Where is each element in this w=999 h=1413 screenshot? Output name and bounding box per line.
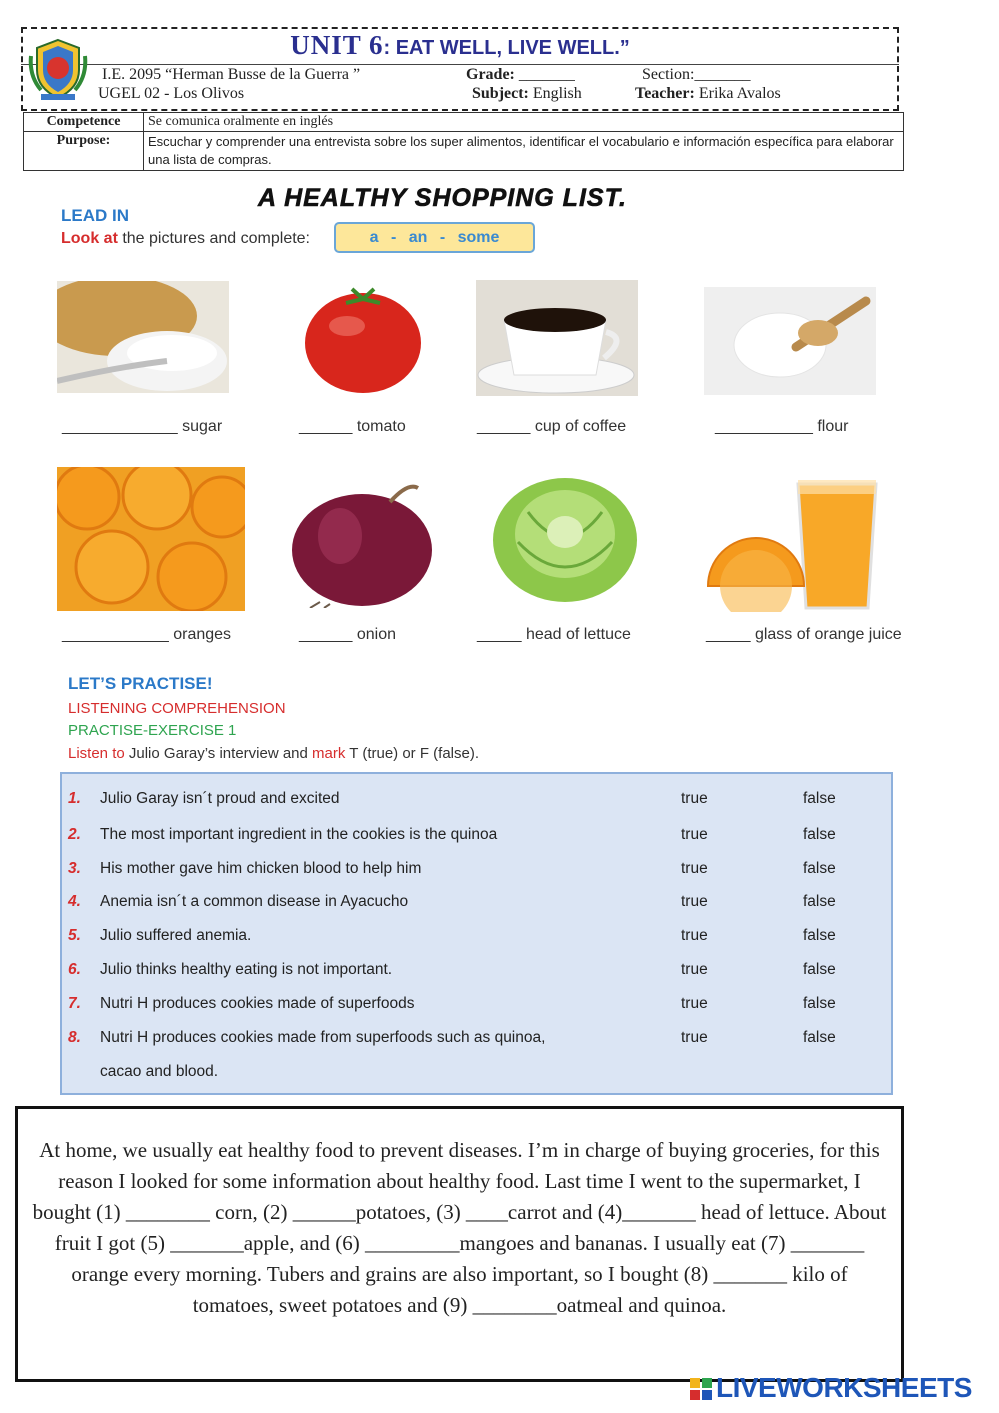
picture-caption — [477, 626, 631, 644]
listening-instruction — [68, 745, 479, 762]
sugar-image — [57, 281, 229, 393]
instruction-emphasis: Listen to — [68, 745, 125, 762]
teacher-value: Erika Avalos — [694, 85, 781, 102]
instruction-emphasis: Look at — [61, 230, 118, 247]
item-number: 2. — [68, 826, 81, 843]
lettuce-image — [488, 472, 642, 606]
answer-blank[interactable]: ______ — [299, 418, 353, 435]
purpose-label: Purpose: — [24, 132, 144, 171]
false-option[interactable]: false — [803, 961, 836, 978]
caption-word: head of lettuce — [521, 626, 631, 643]
statement-text: Anemia isn´t a common disease in Ayacucho — [100, 893, 409, 910]
section-field[interactable] — [642, 66, 750, 84]
competence-value: Se comunica oralmente en inglés — [144, 113, 904, 132]
subject-label: Subject: — [472, 85, 529, 102]
school-logo-icon — [27, 36, 89, 102]
statement-text: Julio suffered anemia. — [100, 927, 252, 944]
grade-field[interactable] — [466, 66, 575, 84]
answer-blank[interactable]: ______ — [477, 418, 531, 435]
caption-word: tomato — [352, 418, 406, 435]
unit-number: UNIT 6 — [290, 30, 384, 60]
statement-text: Julio Garay isn´t proud and excited — [100, 790, 340, 807]
item-number: 8. — [68, 1029, 81, 1046]
caption-word: flour — [812, 418, 849, 435]
onion-image — [290, 474, 436, 608]
teacher-field — [635, 85, 781, 103]
caption-word: oranges — [168, 626, 232, 643]
statement-text: His mother gave him chicken blood to help him — [100, 860, 422, 877]
item-number: 3. — [68, 860, 81, 877]
statement-text: Nutri H produces cookies made from superfoods such as quinoa, — [100, 1029, 546, 1046]
orange-juice-image — [706, 474, 880, 612]
caption-word: cup of coffee — [530, 418, 627, 435]
coffee-image — [476, 280, 638, 396]
false-option[interactable]: false — [803, 826, 836, 843]
picture-caption — [477, 418, 626, 436]
unit-title — [21, 30, 899, 61]
school-name: I.E. 2095 “Herman Busse de la Guerra ” — [102, 66, 361, 83]
oranges-image — [57, 467, 245, 611]
picture-caption — [299, 418, 406, 436]
purpose-value: Escuchar y comprender una entrevista sobre los super alimentos, identificar el vocabulario e información específica para elaborar una lista de compras. — [144, 132, 904, 171]
subject-value: English — [528, 85, 582, 102]
item-number: 1. — [68, 790, 81, 807]
true-option[interactable]: true — [681, 826, 708, 843]
true-option[interactable]: true — [681, 790, 708, 807]
answer-blank[interactable]: ____________ — [62, 626, 169, 643]
brand-name[interactable]: LIVEWORKSHEETS — [716, 1372, 972, 1403]
grade-label: Grade: — [466, 66, 515, 83]
statement-text: Nutri H produces cookies made of superfoods — [100, 995, 415, 1012]
grade-blank[interactable]: _______ — [514, 66, 575, 83]
item-number: 5. — [68, 927, 81, 944]
teacher-label: Teacher: — [635, 85, 695, 102]
false-option[interactable]: false — [803, 995, 836, 1012]
lead-in-heading: LEAD IN — [61, 206, 129, 225]
answer-blank[interactable]: _____ — [706, 626, 751, 643]
liveworksheets-logo-icon — [690, 1378, 712, 1400]
picture-caption — [62, 418, 222, 436]
ugel-name: UGEL 02 - Los Olivos — [98, 85, 245, 102]
item-number: 6. — [68, 961, 81, 978]
tomato-image — [302, 281, 424, 395]
statement-text: Julio thinks healthy eating is not important. — [100, 961, 393, 978]
instruction-text: T (true) or F (false). — [345, 745, 480, 762]
item-number: 7. — [68, 995, 81, 1012]
article-options-box: a - an - some — [334, 222, 535, 253]
caption-word: sugar — [177, 418, 223, 435]
unit-subtitle: EAT WELL, LIVE WELL.” — [395, 37, 630, 59]
section-blank[interactable]: _______ — [694, 66, 751, 83]
false-option[interactable]: false — [803, 893, 836, 910]
true-option[interactable]: true — [681, 961, 708, 978]
false-option[interactable]: false — [803, 927, 836, 944]
false-option[interactable]: false — [803, 860, 836, 877]
statement-text: The most important ingredient in the cookies is the quinoa — [100, 826, 498, 843]
false-option[interactable]: false — [803, 790, 836, 807]
instruction-text: Julio Garay’s interview and — [124, 745, 313, 762]
caption-word: onion — [352, 626, 396, 643]
answer-blank[interactable]: _____________ — [62, 418, 178, 435]
unit-separator: : — [383, 37, 396, 59]
item-number: 4. — [68, 893, 81, 910]
statement-text: cacao and blood. — [100, 1063, 219, 1080]
instruction-emphasis: mark — [312, 745, 346, 762]
picture-caption — [706, 626, 902, 644]
picture-caption — [62, 626, 231, 644]
competence-label: Competence — [24, 113, 144, 132]
true-option[interactable]: true — [681, 1029, 708, 1046]
instruction-text: the pictures and complete: — [117, 230, 310, 247]
true-option[interactable]: true — [681, 893, 708, 910]
competence-table — [23, 112, 904, 171]
flour-image — [704, 287, 876, 395]
table-row — [24, 132, 904, 171]
answer-blank[interactable]: ______ — [299, 626, 353, 643]
page-title: A HEALTHY SHOPPING LIST. — [258, 184, 627, 212]
picture-caption — [299, 626, 396, 644]
true-option[interactable]: true — [681, 927, 708, 944]
practise-heading: LET’S PRACTISE! — [68, 674, 213, 693]
true-option[interactable]: true — [681, 860, 708, 877]
subject-field — [472, 85, 582, 103]
answer-blank[interactable]: ___________ — [715, 418, 813, 435]
caption-word: glass of orange juice — [750, 626, 902, 643]
reading-passage: At home, we usually eat healthy food to prevent diseases. I’m in charge of buying groceries, for this reason I looked for some information about healthy food. Last time I went to the supermarket, I bought (1) ________ corn, (2) ______potatoes, (3) ____carrot and (4)_______ head of lettuce. About fruit I got (5) _______apple, and (6) _________mangoes and bananas. I usually eat (7) _______ orange every morning. Tubers and grains are also important, so I bought (8) _______ kilo of tomatoes, sweet potatoes and (9) ________oatmeal and quinoa. — [32, 1138, 887, 1317]
listening-heading: LISTENING COMPREHENSION — [68, 700, 286, 717]
answer-blank[interactable]: _____ — [477, 626, 522, 643]
exercise-heading: PRACTISE-EXERCISE 1 — [68, 722, 237, 739]
true-option[interactable]: true — [681, 995, 708, 1012]
picture-caption — [715, 418, 848, 436]
header-divider — [21, 64, 899, 65]
section-label: Section: — [642, 66, 695, 83]
table-row — [24, 113, 904, 132]
false-option[interactable]: false — [803, 1029, 836, 1046]
lead-in-instruction — [61, 230, 310, 248]
